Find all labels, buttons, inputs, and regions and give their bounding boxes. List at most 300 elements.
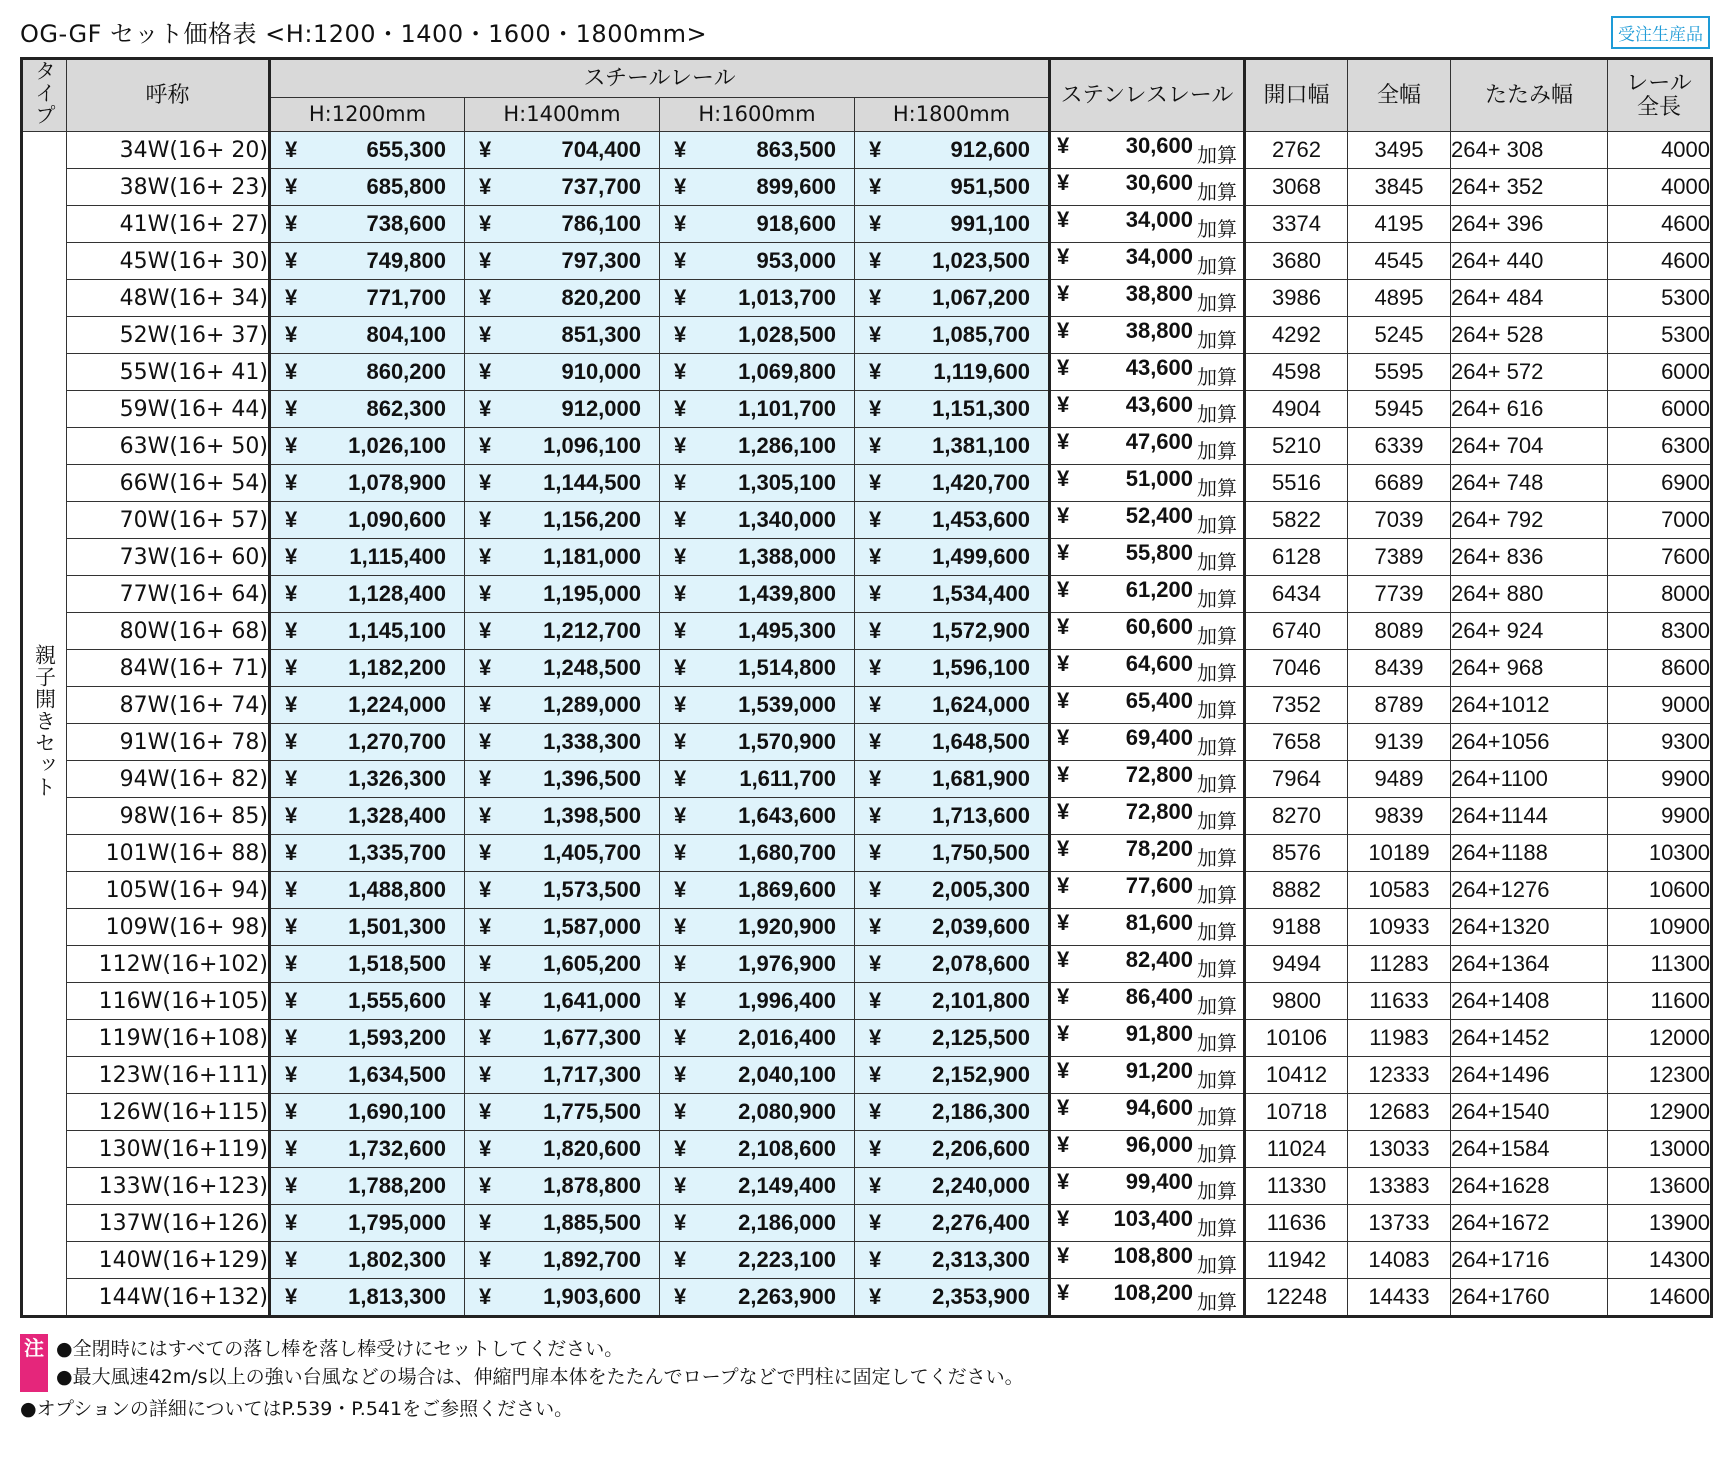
table-row <box>22 280 1712 317</box>
name-cell: 94W(16+ 82) <box>67 761 270 798</box>
price-value: 96,000 <box>1125 1131 1194 1157</box>
yen-symbol: ¥ <box>674 211 687 237</box>
steel-price-cell <box>855 576 1050 613</box>
yen-symbol: ¥ <box>285 248 298 274</box>
price-value: 52,400 <box>1125 502 1194 528</box>
steel-price-cell <box>660 317 855 354</box>
yen-symbol: ¥ <box>479 544 492 570</box>
price-value: 1,903,600 <box>543 1284 641 1310</box>
price-value: 820,200 <box>561 285 641 311</box>
folded-width-cell: 264+ 352 <box>1451 169 1608 206</box>
yen-symbol: ¥ <box>869 1210 882 1236</box>
steel-price-cell <box>660 1168 855 1205</box>
price-value: 34,000 <box>1125 243 1194 269</box>
folded-width-cell: 264+1584 <box>1451 1131 1608 1168</box>
price-value: 771,700 <box>366 285 446 311</box>
table-row <box>22 1205 1712 1242</box>
price-value: 103,400 <box>1113 1205 1194 1231</box>
table-row <box>22 169 1712 206</box>
yen-symbol: ¥ <box>1057 132 1070 158</box>
steel-price-cell <box>855 354 1050 391</box>
price-value: 60,600 <box>1125 613 1194 639</box>
add-label: 加算 <box>1197 1069 1238 1092</box>
yen-symbol: ¥ <box>285 655 298 681</box>
yen-symbol: ¥ <box>869 618 882 644</box>
folded-width-cell: 264+ 396 <box>1451 206 1608 243</box>
name-cell: 34W(16+ 20) <box>67 132 270 169</box>
yen-symbol: ¥ <box>285 322 298 348</box>
yen-symbol: ¥ <box>479 692 492 718</box>
price-value: 655,300 <box>366 137 446 163</box>
price-value: 1,813,300 <box>348 1284 446 1310</box>
yen-symbol: ¥ <box>674 174 687 200</box>
stainless-price-cell <box>1050 761 1245 798</box>
add-label: 加算 <box>1197 440 1238 463</box>
steel-price-cell <box>855 428 1050 465</box>
table-row <box>22 317 1712 354</box>
yen-symbol: ¥ <box>869 655 882 681</box>
yen-symbol: ¥ <box>1057 391 1070 417</box>
table-row <box>22 576 1712 613</box>
yen-symbol: ¥ <box>479 988 492 1014</box>
table-row <box>22 872 1712 909</box>
price-value: 108,800 <box>1113 1242 1194 1268</box>
price-value: 1,119,600 <box>933 359 1031 385</box>
price-value: 953,000 <box>756 248 836 274</box>
price-value: 55,800 <box>1125 539 1194 565</box>
price-value: 704,400 <box>561 137 641 163</box>
yen-symbol: ¥ <box>674 507 687 533</box>
yen-symbol: ¥ <box>869 1173 882 1199</box>
yen-symbol: ¥ <box>285 1284 298 1310</box>
steel-price-cell <box>270 1279 465 1317</box>
steel-price-cell <box>660 206 855 243</box>
steel-price-cell <box>270 465 465 502</box>
name-cell: 119W(16+108) <box>67 1020 270 1057</box>
rail-length-cell: 13000 <box>1608 1131 1712 1168</box>
folded-width-cell: 264+ 836 <box>1451 539 1608 576</box>
yen-symbol: ¥ <box>869 840 882 866</box>
steel-price-cell <box>660 872 855 909</box>
price-value: 1,013,700 <box>738 285 836 311</box>
yen-symbol: ¥ <box>285 914 298 940</box>
price-value: 91,200 <box>1125 1057 1194 1083</box>
yen-symbol: ¥ <box>1057 1168 1070 1194</box>
price-value: 1,713,600 <box>932 803 1031 829</box>
opening-width-cell: 11636 <box>1245 1205 1348 1242</box>
opening-width-cell: 9188 <box>1245 909 1348 946</box>
steel-price-cell <box>855 1131 1050 1168</box>
yen-symbol: ¥ <box>674 470 687 496</box>
yen-symbol: ¥ <box>285 211 298 237</box>
yen-symbol: ¥ <box>285 692 298 718</box>
add-label: 加算 <box>1197 477 1238 500</box>
price-value: 2,263,900 <box>738 1284 836 1310</box>
yen-symbol: ¥ <box>1057 872 1070 898</box>
price-value: 1,750,500 <box>932 840 1031 866</box>
folded-width-cell: 264+1056 <box>1451 724 1608 761</box>
rail-length-cell: 6900 <box>1608 465 1712 502</box>
price-value: 1,820,600 <box>543 1136 641 1162</box>
name-cell: 41W(16+ 27) <box>67 206 270 243</box>
price-value: 2,276,400 <box>932 1210 1031 1236</box>
price-value: 1,145,100 <box>348 618 446 644</box>
steel-price-cell <box>465 576 660 613</box>
steel-price-cell <box>465 1020 660 1057</box>
header-type: タイプ <box>22 59 67 132</box>
folded-width-cell: 264+ 704 <box>1451 428 1608 465</box>
steel-price-cell <box>660 946 855 983</box>
steel-price-cell <box>270 650 465 687</box>
price-value: 2,039,600 <box>932 914 1031 940</box>
steel-price-cell <box>660 465 855 502</box>
yen-symbol: ¥ <box>674 1062 687 1088</box>
price-value: 1,069,800 <box>738 359 836 385</box>
price-value: 99,400 <box>1125 1168 1194 1194</box>
steel-price-cell <box>660 650 855 687</box>
yen-symbol: ¥ <box>869 174 882 200</box>
opening-width-cell: 3986 <box>1245 280 1348 317</box>
steel-price-cell <box>465 502 660 539</box>
total-width-cell: 7739 <box>1348 576 1451 613</box>
add-label: 加算 <box>1197 995 1238 1018</box>
price-value: 1,605,200 <box>543 951 641 977</box>
table-row <box>22 761 1712 798</box>
yen-symbol: ¥ <box>285 803 298 829</box>
steel-price-cell <box>855 872 1050 909</box>
rail-length-cell: 6000 <box>1608 354 1712 391</box>
name-cell: 112W(16+102) <box>67 946 270 983</box>
steel-price-cell <box>465 1279 660 1317</box>
price-value: 77,600 <box>1125 872 1194 898</box>
yen-symbol: ¥ <box>869 359 882 385</box>
yen-symbol: ¥ <box>674 1173 687 1199</box>
steel-price-cell <box>855 1094 1050 1131</box>
steel-price-cell <box>270 576 465 613</box>
steel-price-cell <box>855 280 1050 317</box>
price-value: 851,300 <box>561 322 641 348</box>
yen-symbol: ¥ <box>674 285 687 311</box>
add-label: 加算 <box>1197 1032 1238 1055</box>
total-width-cell: 14083 <box>1348 1242 1451 1279</box>
price-value: 1,976,900 <box>738 951 836 977</box>
yen-symbol: ¥ <box>1057 613 1070 639</box>
rail-length-cell: 4000 <box>1608 132 1712 169</box>
total-width-cell: 3845 <box>1348 169 1451 206</box>
yen-symbol: ¥ <box>479 359 492 385</box>
add-label: 加算 <box>1197 699 1238 722</box>
stainless-price-cell <box>1050 724 1245 761</box>
steel-price-cell <box>660 1094 855 1131</box>
steel-price-cell <box>855 539 1050 576</box>
add-label: 加算 <box>1197 403 1238 426</box>
steel-price-cell <box>660 1020 855 1057</box>
folded-width-cell: 264+1408 <box>1451 983 1608 1020</box>
steel-price-cell <box>465 1094 660 1131</box>
steel-price-cell <box>660 687 855 724</box>
rail-length-cell: 14300 <box>1608 1242 1712 1279</box>
steel-price-cell <box>465 1205 660 1242</box>
header-h1800: H:1800mm <box>855 97 1050 131</box>
yen-symbol: ¥ <box>479 1062 492 1088</box>
rail-length-cell: 8300 <box>1608 613 1712 650</box>
yen-symbol: ¥ <box>285 137 298 163</box>
folded-width-cell: 264+1276 <box>1451 872 1608 909</box>
steel-price-cell <box>465 391 660 428</box>
stainless-price-cell <box>1050 1057 1245 1094</box>
add-label: 加算 <box>1197 366 1238 389</box>
header-h1600: H:1600mm <box>660 97 855 131</box>
steel-price-cell <box>660 724 855 761</box>
price-value: 951,500 <box>950 174 1031 200</box>
steel-price-cell <box>270 539 465 576</box>
steel-price-cell <box>660 1205 855 1242</box>
opening-width-cell: 3068 <box>1245 169 1348 206</box>
yen-symbol: ¥ <box>285 174 298 200</box>
total-width-cell: 4545 <box>1348 243 1451 280</box>
yen-symbol: ¥ <box>1057 650 1070 676</box>
stainless-price-cell <box>1050 613 1245 650</box>
yen-symbol: ¥ <box>674 1210 687 1236</box>
header-stainless-rail: ステンレスレール <box>1050 59 1245 132</box>
steel-price-cell <box>660 1279 855 1317</box>
price-value: 1,677,300 <box>543 1025 641 1051</box>
price-value: 91,800 <box>1125 1020 1194 1046</box>
yen-symbol: ¥ <box>479 914 492 940</box>
folded-width-cell: 264+1540 <box>1451 1094 1608 1131</box>
yen-symbol: ¥ <box>1057 428 1070 454</box>
yen-symbol: ¥ <box>674 840 687 866</box>
price-value: 1,439,800 <box>738 581 836 607</box>
total-width-cell: 5245 <box>1348 317 1451 354</box>
price-value: 38,800 <box>1125 280 1194 306</box>
yen-symbol: ¥ <box>1057 243 1070 269</box>
steel-price-cell <box>465 465 660 502</box>
steel-price-cell <box>270 502 465 539</box>
yen-symbol: ¥ <box>869 1099 882 1125</box>
rail-length-cell: 14600 <box>1608 1279 1712 1317</box>
yen-symbol: ¥ <box>285 581 298 607</box>
yen-symbol: ¥ <box>479 285 492 311</box>
price-value: 1,270,700 <box>348 729 446 755</box>
price-value: 1,996,400 <box>738 988 836 1014</box>
total-width-cell: 8789 <box>1348 687 1451 724</box>
total-width-cell: 9489 <box>1348 761 1451 798</box>
yen-symbol: ¥ <box>479 137 492 163</box>
yen-symbol: ¥ <box>674 877 687 903</box>
add-label: 加算 <box>1197 884 1238 907</box>
add-label: 加算 <box>1197 551 1238 574</box>
yen-symbol: ¥ <box>479 470 492 496</box>
steel-price-cell <box>855 317 1050 354</box>
steel-price-cell <box>660 539 855 576</box>
name-cell: 126W(16+115) <box>67 1094 270 1131</box>
yen-symbol: ¥ <box>285 951 298 977</box>
price-value: 1,680,700 <box>738 840 836 866</box>
yen-symbol: ¥ <box>1057 280 1070 306</box>
folded-width-cell: 264+ 572 <box>1451 354 1608 391</box>
name-cell: 70W(16+ 57) <box>67 502 270 539</box>
type-cell <box>22 132 67 1317</box>
yen-symbol: ¥ <box>869 1025 882 1051</box>
price-value: 2,206,600 <box>932 1136 1031 1162</box>
yen-symbol: ¥ <box>285 1136 298 1162</box>
stainless-price-cell <box>1050 835 1245 872</box>
folded-width-cell: 264+ 748 <box>1451 465 1608 502</box>
price-value: 61,200 <box>1125 576 1194 602</box>
folded-width-cell: 264+ 924 <box>1451 613 1608 650</box>
steel-price-cell <box>270 835 465 872</box>
steel-price-cell <box>660 798 855 835</box>
stainless-price-cell <box>1050 1131 1245 1168</box>
folded-width-cell: 264+ 440 <box>1451 243 1608 280</box>
yen-symbol: ¥ <box>285 840 298 866</box>
rail-length-cell: 9300 <box>1608 724 1712 761</box>
table-row <box>22 391 1712 428</box>
steel-price-cell <box>660 391 855 428</box>
opening-width-cell: 3680 <box>1245 243 1348 280</box>
price-value: 1,340,000 <box>738 507 836 533</box>
name-cell: 55W(16+ 41) <box>67 354 270 391</box>
table-row <box>22 946 1712 983</box>
price-value: 1,182,200 <box>348 655 446 681</box>
total-width-cell: 7389 <box>1348 539 1451 576</box>
opening-width-cell: 9494 <box>1245 946 1348 983</box>
add-label: 加算 <box>1197 958 1238 981</box>
folded-width-cell: 264+ 616 <box>1451 391 1608 428</box>
steel-price-cell <box>270 280 465 317</box>
yen-symbol: ¥ <box>869 951 882 977</box>
stainless-price-cell <box>1050 687 1245 724</box>
rail-length-cell: 11600 <box>1608 983 1712 1020</box>
rail-length-cell: 12000 <box>1608 1020 1712 1057</box>
name-cell: 144W(16+132) <box>67 1279 270 1317</box>
rail-length-cell: 12900 <box>1608 1094 1712 1131</box>
yen-symbol: ¥ <box>869 729 882 755</box>
table-row <box>22 650 1712 687</box>
stainless-price-cell <box>1050 243 1245 280</box>
price-value: 1,090,600 <box>348 507 446 533</box>
steel-price-cell <box>465 613 660 650</box>
price-value: 82,400 <box>1125 946 1194 972</box>
rail-length-cell: 4600 <box>1608 206 1712 243</box>
name-cell: 105W(16+ 94) <box>67 872 270 909</box>
price-value: 2,040,100 <box>738 1062 836 1088</box>
price-value: 1,026,100 <box>348 433 446 459</box>
yen-symbol: ¥ <box>674 248 687 274</box>
price-value: 1,648,500 <box>932 729 1031 755</box>
steel-price-cell <box>855 1279 1050 1317</box>
yen-symbol: ¥ <box>479 1136 492 1162</box>
steel-price-cell <box>855 613 1050 650</box>
table-row <box>22 1168 1712 1205</box>
yen-symbol: ¥ <box>285 507 298 533</box>
steel-price-cell <box>660 1057 855 1094</box>
steel-price-cell <box>465 354 660 391</box>
yen-symbol: ¥ <box>1057 576 1070 602</box>
yen-symbol: ¥ <box>1057 1020 1070 1046</box>
note-line-2: ●最大風速42m/s以上の強い台風などの場合は、伸縮門扉本体をたたんでロープなどで門柱に固定してください。 <box>56 1366 1024 1388</box>
price-value: 804,100 <box>366 322 446 348</box>
price-value: 43,600 <box>1125 354 1194 380</box>
price-value: 737,700 <box>561 174 641 200</box>
total-width-cell: 10933 <box>1348 909 1451 946</box>
total-width-cell: 10583 <box>1348 872 1451 909</box>
opening-width-cell: 10106 <box>1245 1020 1348 1057</box>
price-value: 108,200 <box>1113 1279 1194 1305</box>
price-value: 899,600 <box>756 174 836 200</box>
yen-symbol: ¥ <box>479 248 492 274</box>
steel-price-cell <box>270 872 465 909</box>
total-width-cell: 5595 <box>1348 354 1451 391</box>
yen-symbol: ¥ <box>1057 465 1070 491</box>
add-label: 加算 <box>1197 773 1238 796</box>
yen-symbol: ¥ <box>869 248 882 274</box>
steel-price-cell <box>270 613 465 650</box>
yen-symbol: ¥ <box>1057 1205 1070 1231</box>
header-name: 呼称 <box>67 59 270 132</box>
price-value: 2,353,900 <box>932 1284 1031 1310</box>
price-value: 991,100 <box>950 211 1031 237</box>
yen-symbol: ¥ <box>869 211 882 237</box>
yen-symbol: ¥ <box>285 544 298 570</box>
steel-price-cell <box>270 354 465 391</box>
price-value: 1,775,500 <box>543 1099 641 1125</box>
steel-price-cell <box>855 391 1050 428</box>
price-value: 2,080,900 <box>738 1099 836 1125</box>
rail-length-cell: 5300 <box>1608 280 1712 317</box>
price-value: 1,181,000 <box>543 544 641 570</box>
steel-price-cell <box>465 798 660 835</box>
total-width-cell: 12683 <box>1348 1094 1451 1131</box>
yen-symbol: ¥ <box>285 766 298 792</box>
price-value: 1,499,600 <box>932 544 1031 570</box>
folded-width-cell: 264+ 308 <box>1451 132 1608 169</box>
add-label: 加算 <box>1197 1254 1238 1277</box>
rail-length-cell: 6300 <box>1608 428 1712 465</box>
table-row <box>22 724 1712 761</box>
total-width-cell: 13033 <box>1348 1131 1451 1168</box>
price-value: 1,151,300 <box>932 396 1031 422</box>
opening-width-cell: 7658 <box>1245 724 1348 761</box>
rail-length-cell: 7600 <box>1608 539 1712 576</box>
folded-width-cell: 264+1496 <box>1451 1057 1608 1094</box>
price-value: 2,152,900 <box>932 1062 1031 1088</box>
add-label: 加算 <box>1197 181 1238 204</box>
steel-price-cell <box>660 909 855 946</box>
yen-symbol: ¥ <box>674 322 687 348</box>
yen-symbol: ¥ <box>869 914 882 940</box>
price-value: 1,593,200 <box>348 1025 446 1051</box>
header-rail-length: レール全長 <box>1608 59 1712 132</box>
price-value: 1,488,800 <box>348 877 446 903</box>
yen-symbol: ¥ <box>1057 835 1070 861</box>
price-value: 862,300 <box>366 396 446 422</box>
stainless-price-cell <box>1050 206 1245 243</box>
yen-symbol: ¥ <box>674 544 687 570</box>
steel-price-cell <box>660 576 855 613</box>
yen-symbol: ¥ <box>479 840 492 866</box>
steel-price-cell <box>855 1020 1050 1057</box>
opening-width-cell: 6434 <box>1245 576 1348 613</box>
stainless-price-cell <box>1050 946 1245 983</box>
yen-symbol: ¥ <box>1057 206 1070 232</box>
total-width-cell: 9139 <box>1348 724 1451 761</box>
folded-width-cell: 264+ 528 <box>1451 317 1608 354</box>
yen-symbol: ¥ <box>479 433 492 459</box>
table-row <box>22 798 1712 835</box>
price-value: 43,600 <box>1125 391 1194 417</box>
